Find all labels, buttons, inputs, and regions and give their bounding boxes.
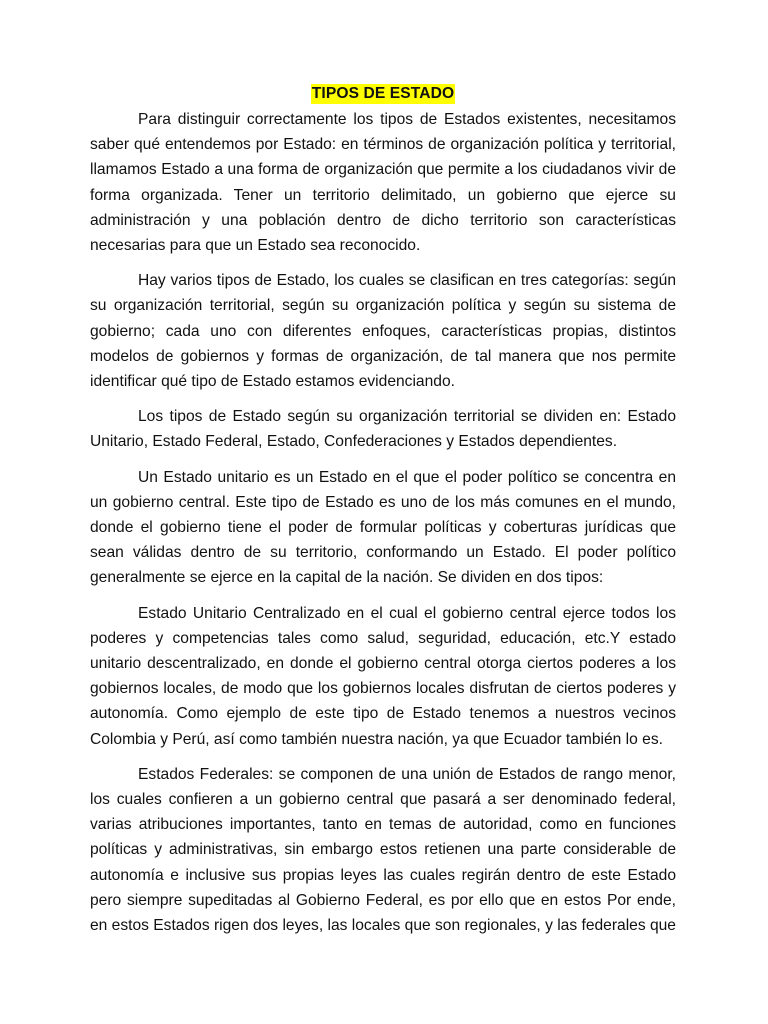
title-row [90, 84, 676, 109]
paragraph-5: Estado Unitario Centralizado en el cual el gobierno central ejerce todos los poderes y competencias tales como salud, seguridad, educación, etc.Y estado unitario descentralizado, en donde el gobierno central otorga ciertos poderes a los gobiernos locales, de modo que los gobiernos locales disfrutan de ciertos poderes y autonomía. Como ejemplo de este tipo de Estado tenemos a nuestros vecinos Colombia y Perú, así como también nuestra nación, ya que Ecuador también lo es. [90, 604, 676, 748]
paragraph-6: Estados Federales: se componen de una unión de Estados de rango menor, los cuales confieren a un gobierno central que pasará a ser denominado federal, varias atribuciones importantes, tanto en temas de autoridad, como en funciones políticas y administrativas, sin embargo estos retienen una parte considerable de autonomía e inclusive sus propias leyes las cuales regirán dentro de este Estado pero siempre supeditadas al Gobierno Federal, es por ello que en estos Por ende, en estos Estados rigen dos leyes, las locales que son regionales, y las federales que [90, 765, 676, 935]
paragraph-3: Los tipos de Estado según su organización territorial se dividen en: Estado Unitario, Estado Federal, Estado, Confederaciones y Estados dependientes. [90, 408, 676, 451]
paragraph-1: Para distinguir correctamente los tipos de Estados existentes, necesitamos saber qué entendemos por Estado: en términos de organización política y territorial, llamamos Estado a una forma de organización que permite a los ciudadanos vivir de forma organizada. Tener un territorio delimitado, un gobierno que ejerce su administración y una población dentro de dicho territorio son características necesarias para que un Estado sea reconocido. [90, 111, 676, 255]
document-page [90, 84, 676, 948]
paragraph-2: Hay varios tipos de Estado, los cuales se clasifican en tres categorías: según su organización territorial, según su organización política y según su sistema de gobierno; cada uno con diferentes enfoques, características propias, distintos modelos de gobiernos y formas de organización, de tal manera que nos permite identificar qué tipo de Estado estamos evidenciando. [90, 272, 676, 391]
paragraph-4: Un Estado unitario es un Estado en el que el poder político se concentra en un gobierno central. Este tipo de Estado es uno de los más comunes en el mundo, donde el gobierno tiene el poder de formular políticas y coberturas jurídicas que sean válidas dentro de su territorio, conformando un Estado. El poder político generalmente se ejerce en la capital de la nación. Se dividen en dos tipos: [90, 468, 676, 587]
document-title: TIPOS DE ESTADO [311, 85, 455, 102]
